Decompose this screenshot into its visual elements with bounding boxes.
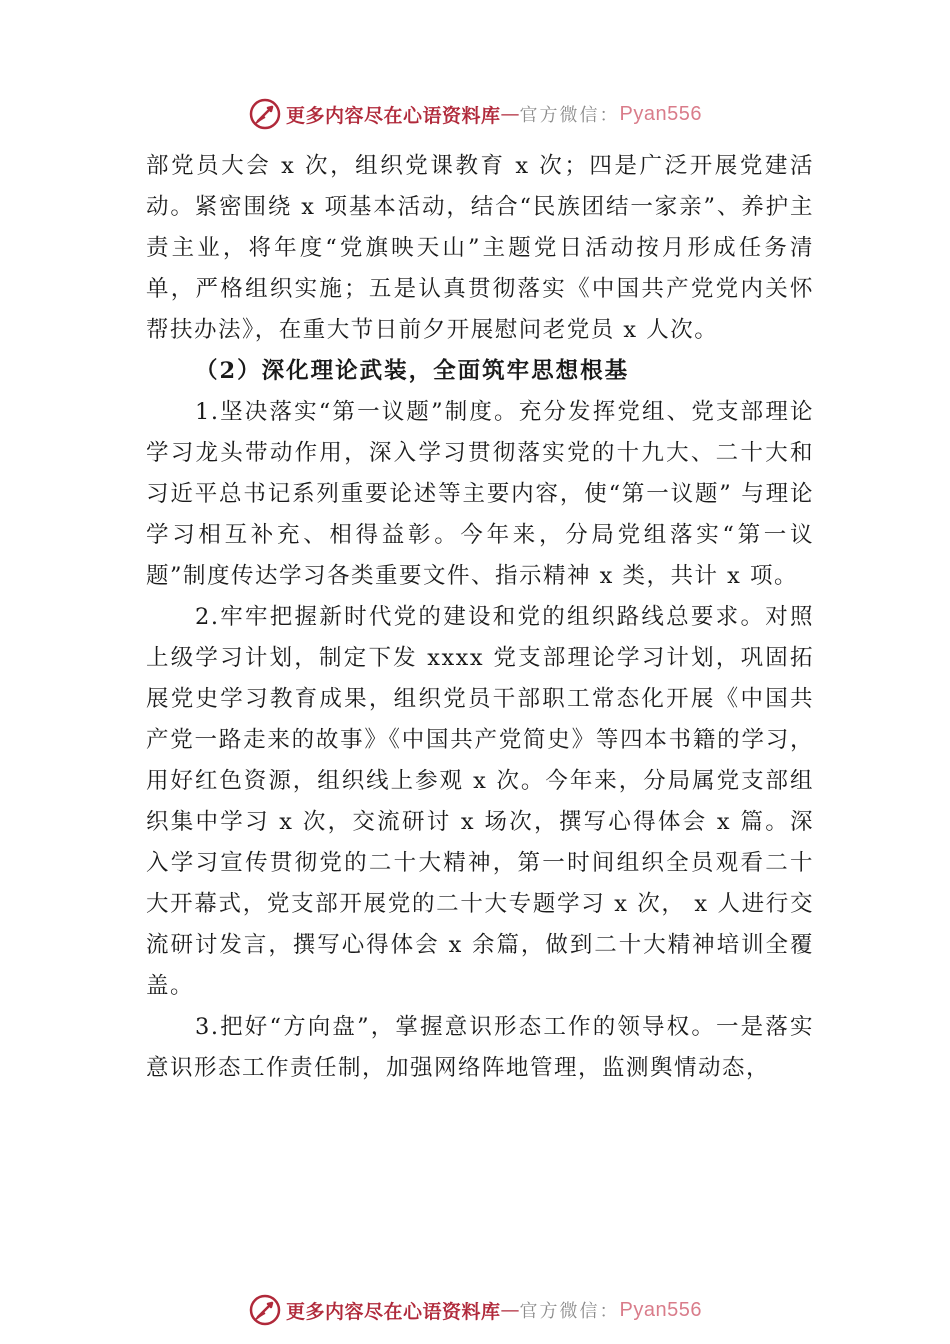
header-watermark — [0, 92, 950, 136]
quill-logo-icon — [248, 1293, 282, 1327]
promo-text: 更多内容尽在心语资料库 — [286, 104, 501, 127]
document-body — [146, 146, 814, 1089]
paragraph-item-2: 2.牢牢把握新时代党的建设和党的组织路线总要求。对照上级学习计划，制定下发 xxxx 党支部理论学习计划，巩固拓展党史学习教育成果，组织党员干部职工常态化开展《中国共产党一路走来的故事》《中国共产党简史》等四本书籍的学习，用好红色资源，组织线上参观 x 次。今年来，分局属党支部组织集中学习 x 次，交流研讨 x 场次，撰写心得体会 x 篇。深入学习宣传贯彻党的二十大精神，第一时间组织全员观看二十大开幕式，党支部开展党的二十大专题学习 x 次， x 人进行交流研讨发言，撰写心得体会 x 余篇，做到二十大精神培训全覆盖。 — [146, 604, 814, 999]
wechat-label: 官方微信： — [519, 1301, 620, 1322]
wechat-label: 官方微信： — [519, 105, 620, 126]
quill-logo-icon — [248, 97, 282, 131]
paragraph-continuation: 部党员大会 x 次，组织党课教育 x 次；四是广泛开展党建活动。紧密围绕 x 项基本活动，结合“民族团结一家亲”、养护主责主业，将年度“党旗映天山”主题党日活动按月形成任务清单，严格组织实施；五是认真贯彻落实《中国共产党党内关怀帮扶办法》，在重大节日前夕开展慰问老党员 x 人次。 — [146, 153, 814, 343]
promo-text: 更多内容尽在心语资料库 — [286, 1300, 501, 1323]
separator-dash: — — [500, 1299, 520, 1321]
wechat-id: Pyan556 — [619, 1298, 702, 1321]
separator-dash: — — [500, 103, 520, 125]
section-heading: （2）深化理论武装，全面筑牢思想根基 — [195, 358, 630, 384]
wechat-id: Pyan556 — [619, 102, 702, 125]
footer-watermark — [0, 1288, 950, 1332]
paragraph-item-3: 3.把好“方向盘”，掌握意识形态工作的领导权。一是落实意识形态工作责任制，加强网络阵地管理，监测舆情动态， — [146, 1014, 814, 1081]
paragraph-item-1: 1.坚决落实“第一议题”制度。充分发挥党组、党支部理论学习龙头带动作用，深入学习贯彻落实党的十九大、二十大和习近平总书记系列重要论述等主要内容，使“第一议题” 与理论学习相互补充、相得益彰。今年来，分局党组落实“第一议题”制度传达学习各类重要文件、指示精神 x 类，共计 x 项。 — [146, 399, 814, 589]
